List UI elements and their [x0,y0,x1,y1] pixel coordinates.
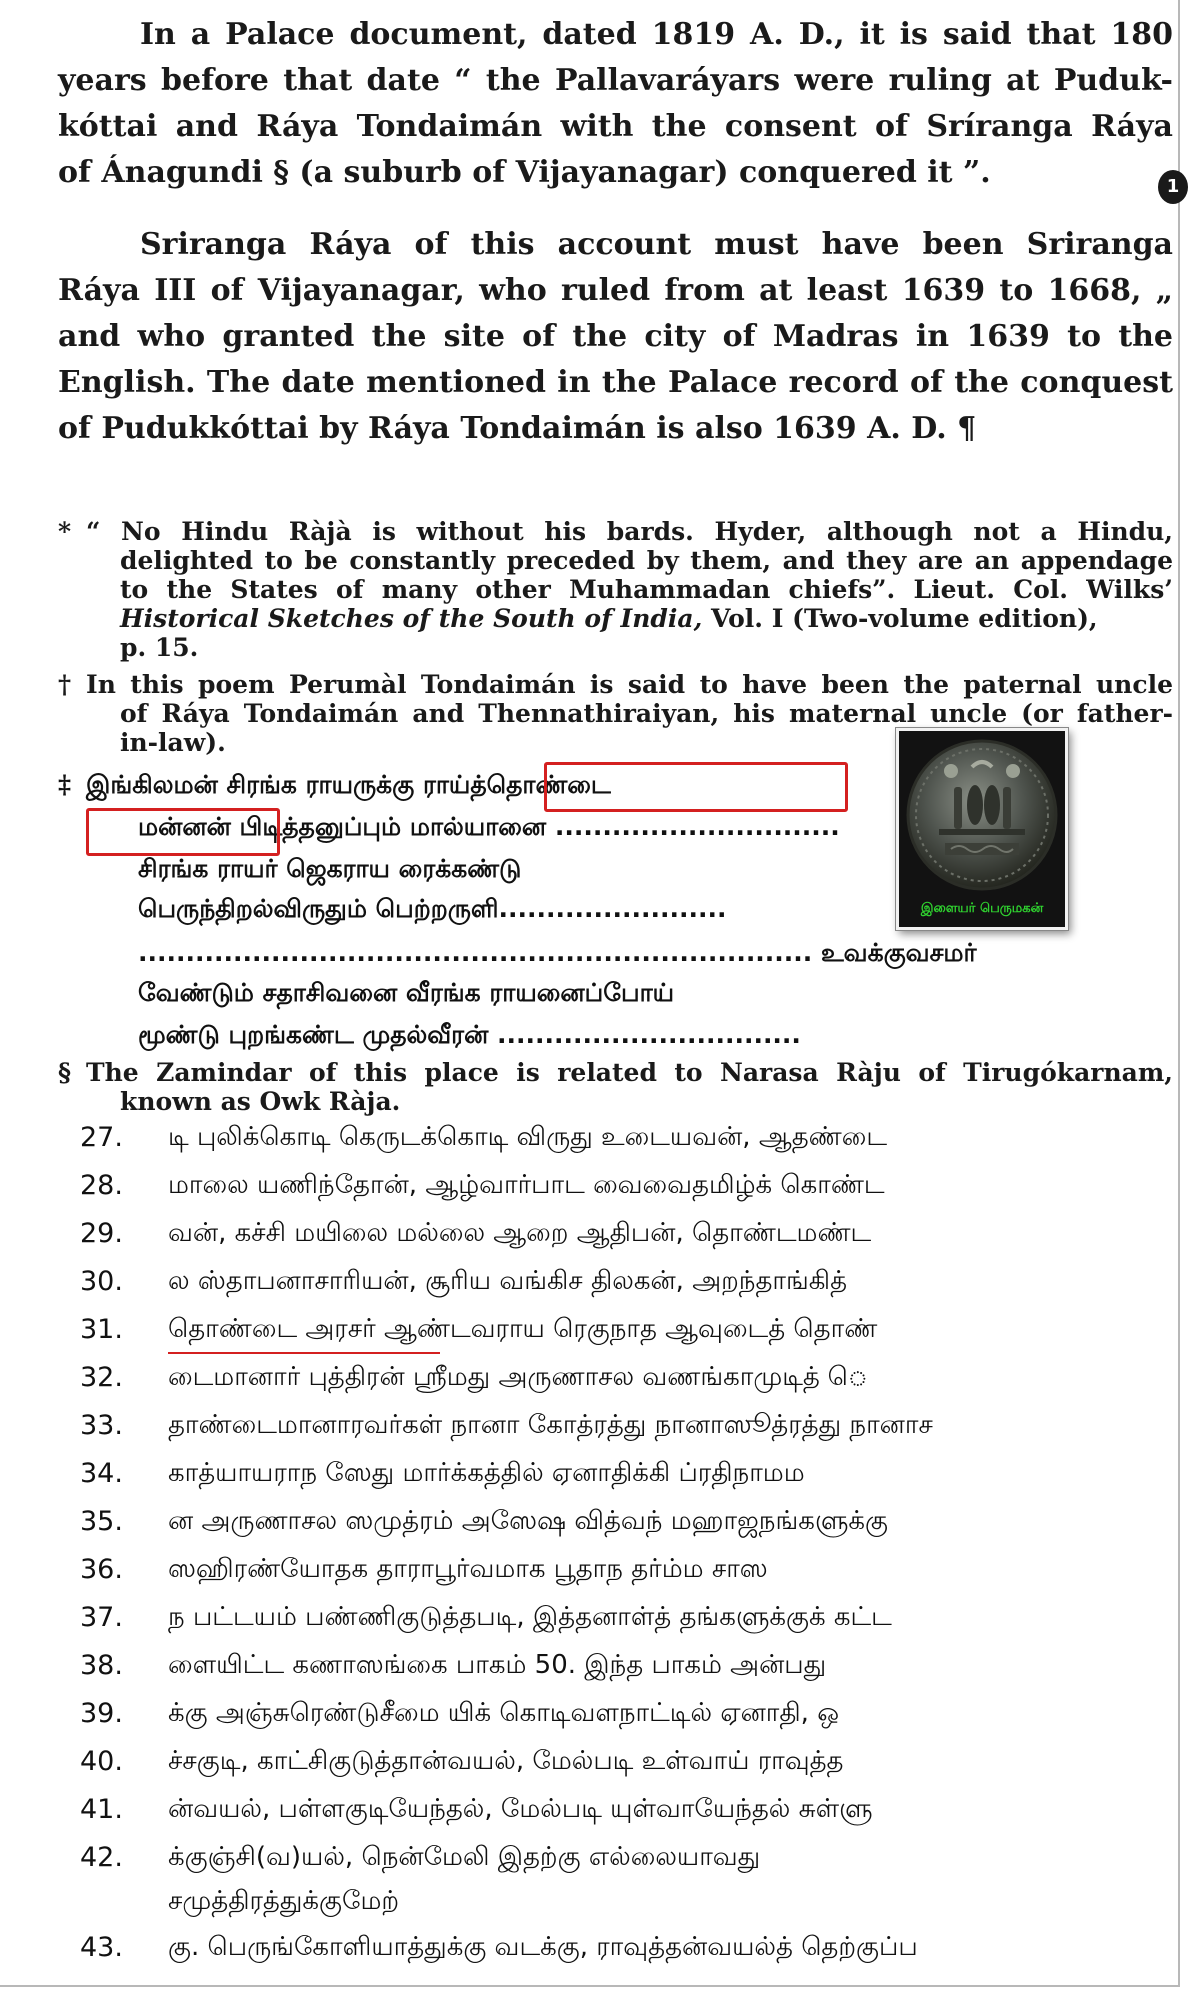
inscription-text: சமுத்திரத்துக்குமேற் [168,1886,400,1916]
line-number: 33. [80,1410,123,1441]
footnote-line: to the States of many other Muhammadan chiefs”. Lieut. Col. Wilks’ [120,575,1173,604]
poem-line: இங்கிலமன் சிரங்க ராயருக்கு ராய்த்தொண்டை [86,770,611,799]
inscription-text: க்கு அஞ்சுரெண்டுசீமை யிக் கொடிவளநாட்டில் ஏனாதி, ஒ [168,1698,839,1728]
footnote-line: known as Owk Ràja. [120,1087,401,1116]
line-number: 40. [80,1746,123,1777]
line-number: 39. [80,1698,123,1729]
line-number: 36. [80,1554,123,1585]
paragraph-palace-document [58,12,1173,196]
line-number: 38. [80,1650,123,1681]
inscription-text: கு. பெருங்கோளியாத்துக்கு வடக்கு, ராவுத்தன்வயல்த் தெற்குப்ப [168,1932,918,1962]
inscription-text: காத்யாயராந ஸேது மார்க்கத்தில் ஏனாதிக்கி ப்ரதிநாமம [168,1458,805,1488]
page-border-right [1178,0,1180,1985]
poem-line: வேண்டும் சதாசிவனை வீரங்க ராயனைப்போய் [138,978,675,1007]
paragraph-line: of Ánagundi § (a suburb of Vijayanagar) conquered it ”. [58,155,991,190]
inscription-text: ச்சகுடி, காட்சிகுடுத்தான்வயல், மேல்படி உள்வாய் ராவுத்த [168,1746,844,1776]
footnote-mark: ‡ [58,770,72,799]
line-number: 27. [80,1122,123,1153]
highlight-box-mannan [86,808,280,856]
inscription-text: வன், கச்சி மயிலை மல்லை ஆறை ஆதிபன், தொண்டமண்ட [168,1218,872,1248]
footnote-citation-title: Historical Sketches of the South of India, [120,604,703,633]
poem-line: ....................................................................... உவக்குவசமர் [138,938,977,967]
paragraph-line: and who granted the site of the city of Madras in 1639 to the [58,319,1173,354]
poem-line: மூண்டு புறங்கண்ட முதல்வீரன் ................................ [138,1020,801,1049]
footnote-line: “ No Hindu Ràjà is without his bards. Hyder, although not a Hindu, [86,517,1173,546]
inscription-text: ந பட்டயம் பண்ணிகுடுத்தபடி, இத்தனாள்த் தங்களுக்குக் கட்ட [168,1602,892,1632]
inscription-text: டைமானார் புத்திரன் ஸ்ரீமது அருணாசல வணங்காமுடித் ெ [168,1362,868,1392]
footnote-mark: † [58,670,72,699]
line-number: 37. [80,1602,123,1633]
line-number: 30. [80,1266,123,1297]
paragraph-line: In a Palace document, dated 1819 A. D., it is said that 180 [140,17,1173,52]
footnote-line: delighted to be constantly preceded by them, and they are an appendage [120,546,1173,575]
poem-line: மன்னன் பிடித்தனுப்பும் மால்யானை .............................. [138,812,840,841]
line-number: 35. [80,1506,123,1537]
paragraph-line: Ráya III of Vijayanagar, who ruled from at least 1639 to 1668, „ [58,273,1173,308]
underline-tondai-arasar [168,1352,440,1354]
page-border-bottom [0,1985,1180,1987]
footnote-line: in-law). [120,728,226,757]
paragraph-line: kóttai and Ráya Tondaimán with the consent of Sríranga Ráya [58,109,1173,144]
poem-line: பெருந்திறல்விருதும் பெற்றருளி........................ [138,894,727,923]
paragraph-line: Sriranga Ráya of this account must have been Sriranga [140,227,1173,262]
coin-image [899,731,1065,927]
line-number: 41. [80,1794,123,1825]
footnote-citation-volume: Vol. I (Two-volume edition), [711,604,1098,633]
line-number: 31. [80,1314,123,1345]
paragraph-sriranga-raya [58,222,1173,452]
footnote-bards [58,517,1173,662]
highlight-box-raya-tondai [544,762,848,812]
footnote-line: In this poem Perumàl Tondaimán is said to have been the paternal uncle [86,670,1173,699]
line-number: 42. [80,1842,123,1873]
poem-line: சிரங்க ராயர் ஜெகராய ரைக்கண்டு [138,854,522,883]
paragraph-line: English. The date mentioned in the Palace record of the conquest [58,365,1173,400]
inscription-text: ன அருணாசல ஸமுத்ரம் அஸேஷ வித்வந் மஹாஜநங்களுக்கு [168,1506,888,1536]
coin-caption: இளையர் பெருமகன் [920,901,1044,916]
inscription-text: ளையிட்ட கணாஸங்கை பாகம் 50. இந்த பாகம் அன்பது [168,1650,827,1680]
line-number: 32. [80,1362,123,1393]
inscription-text: ஸஹிரண்யோதக தாராபூர்வமாக பூதாந தர்ம்ம சாஸ [168,1554,768,1584]
inscription-text: மாலை யணிந்தோன், ஆழ்வார்பாட வைவைதமிழ்க் கொண்ட [168,1170,885,1200]
paragraph-line: years before that date “ the Pallavaráyars were ruling at Puduk- [58,63,1173,98]
inscription-text: க்குஞ்சி(வ)யல், நென்மேலி இதற்கு எல்லையாவது [168,1842,761,1872]
line-number: 43. [80,1932,123,1963]
line-number: 34. [80,1458,123,1489]
inscription-text: டி புலிக்கொடி கெருடக்கொடி விருது உடையவன், ஆதண்டை [168,1122,888,1152]
footnote-zamindar [58,1058,1173,1116]
page-marker-badge: 1 [1158,170,1188,204]
footnote-mark: § [58,1058,72,1087]
inscription-text: ன்வயல், பள்ளகுடியேந்தல், மேல்படி யுள்வாயேந்தல் சுள்ளு [168,1794,873,1824]
inscription-text: தொண்டை அரசர் ஆண்டவராய ரெகுநாத ஆவுடைத் தொண் [168,1314,878,1344]
inscription-text: தாண்டைமானாரவர்கள் நானா கோத்ரத்து நானாஸூத்ரத்து நானாச [168,1410,933,1440]
inscription-text: ல ஸ்தாபனாசாரியன், சூரிய வங்கிச திலகன், அறந்தாங்கித் [168,1266,848,1296]
footnote-page-ref: p. 15. [120,633,199,662]
footnote-line: The Zamindar of this place is related to Narasa Ràju of Tirugókarnam, [86,1058,1173,1087]
footnote-line: of Ráya Tondaimán and Thennathiraiyan, his maternal uncle (or father- [120,699,1173,728]
footnote-mark: * [58,517,72,546]
coin-photo [896,728,1068,930]
inscription-lines [80,1122,1170,1982]
line-number: 28. [80,1170,123,1201]
line-number: 29. [80,1218,123,1249]
paragraph-line: of Pudukkóttai by Ráya Tondaimán is also 1639 A. D. ¶ [58,411,977,446]
